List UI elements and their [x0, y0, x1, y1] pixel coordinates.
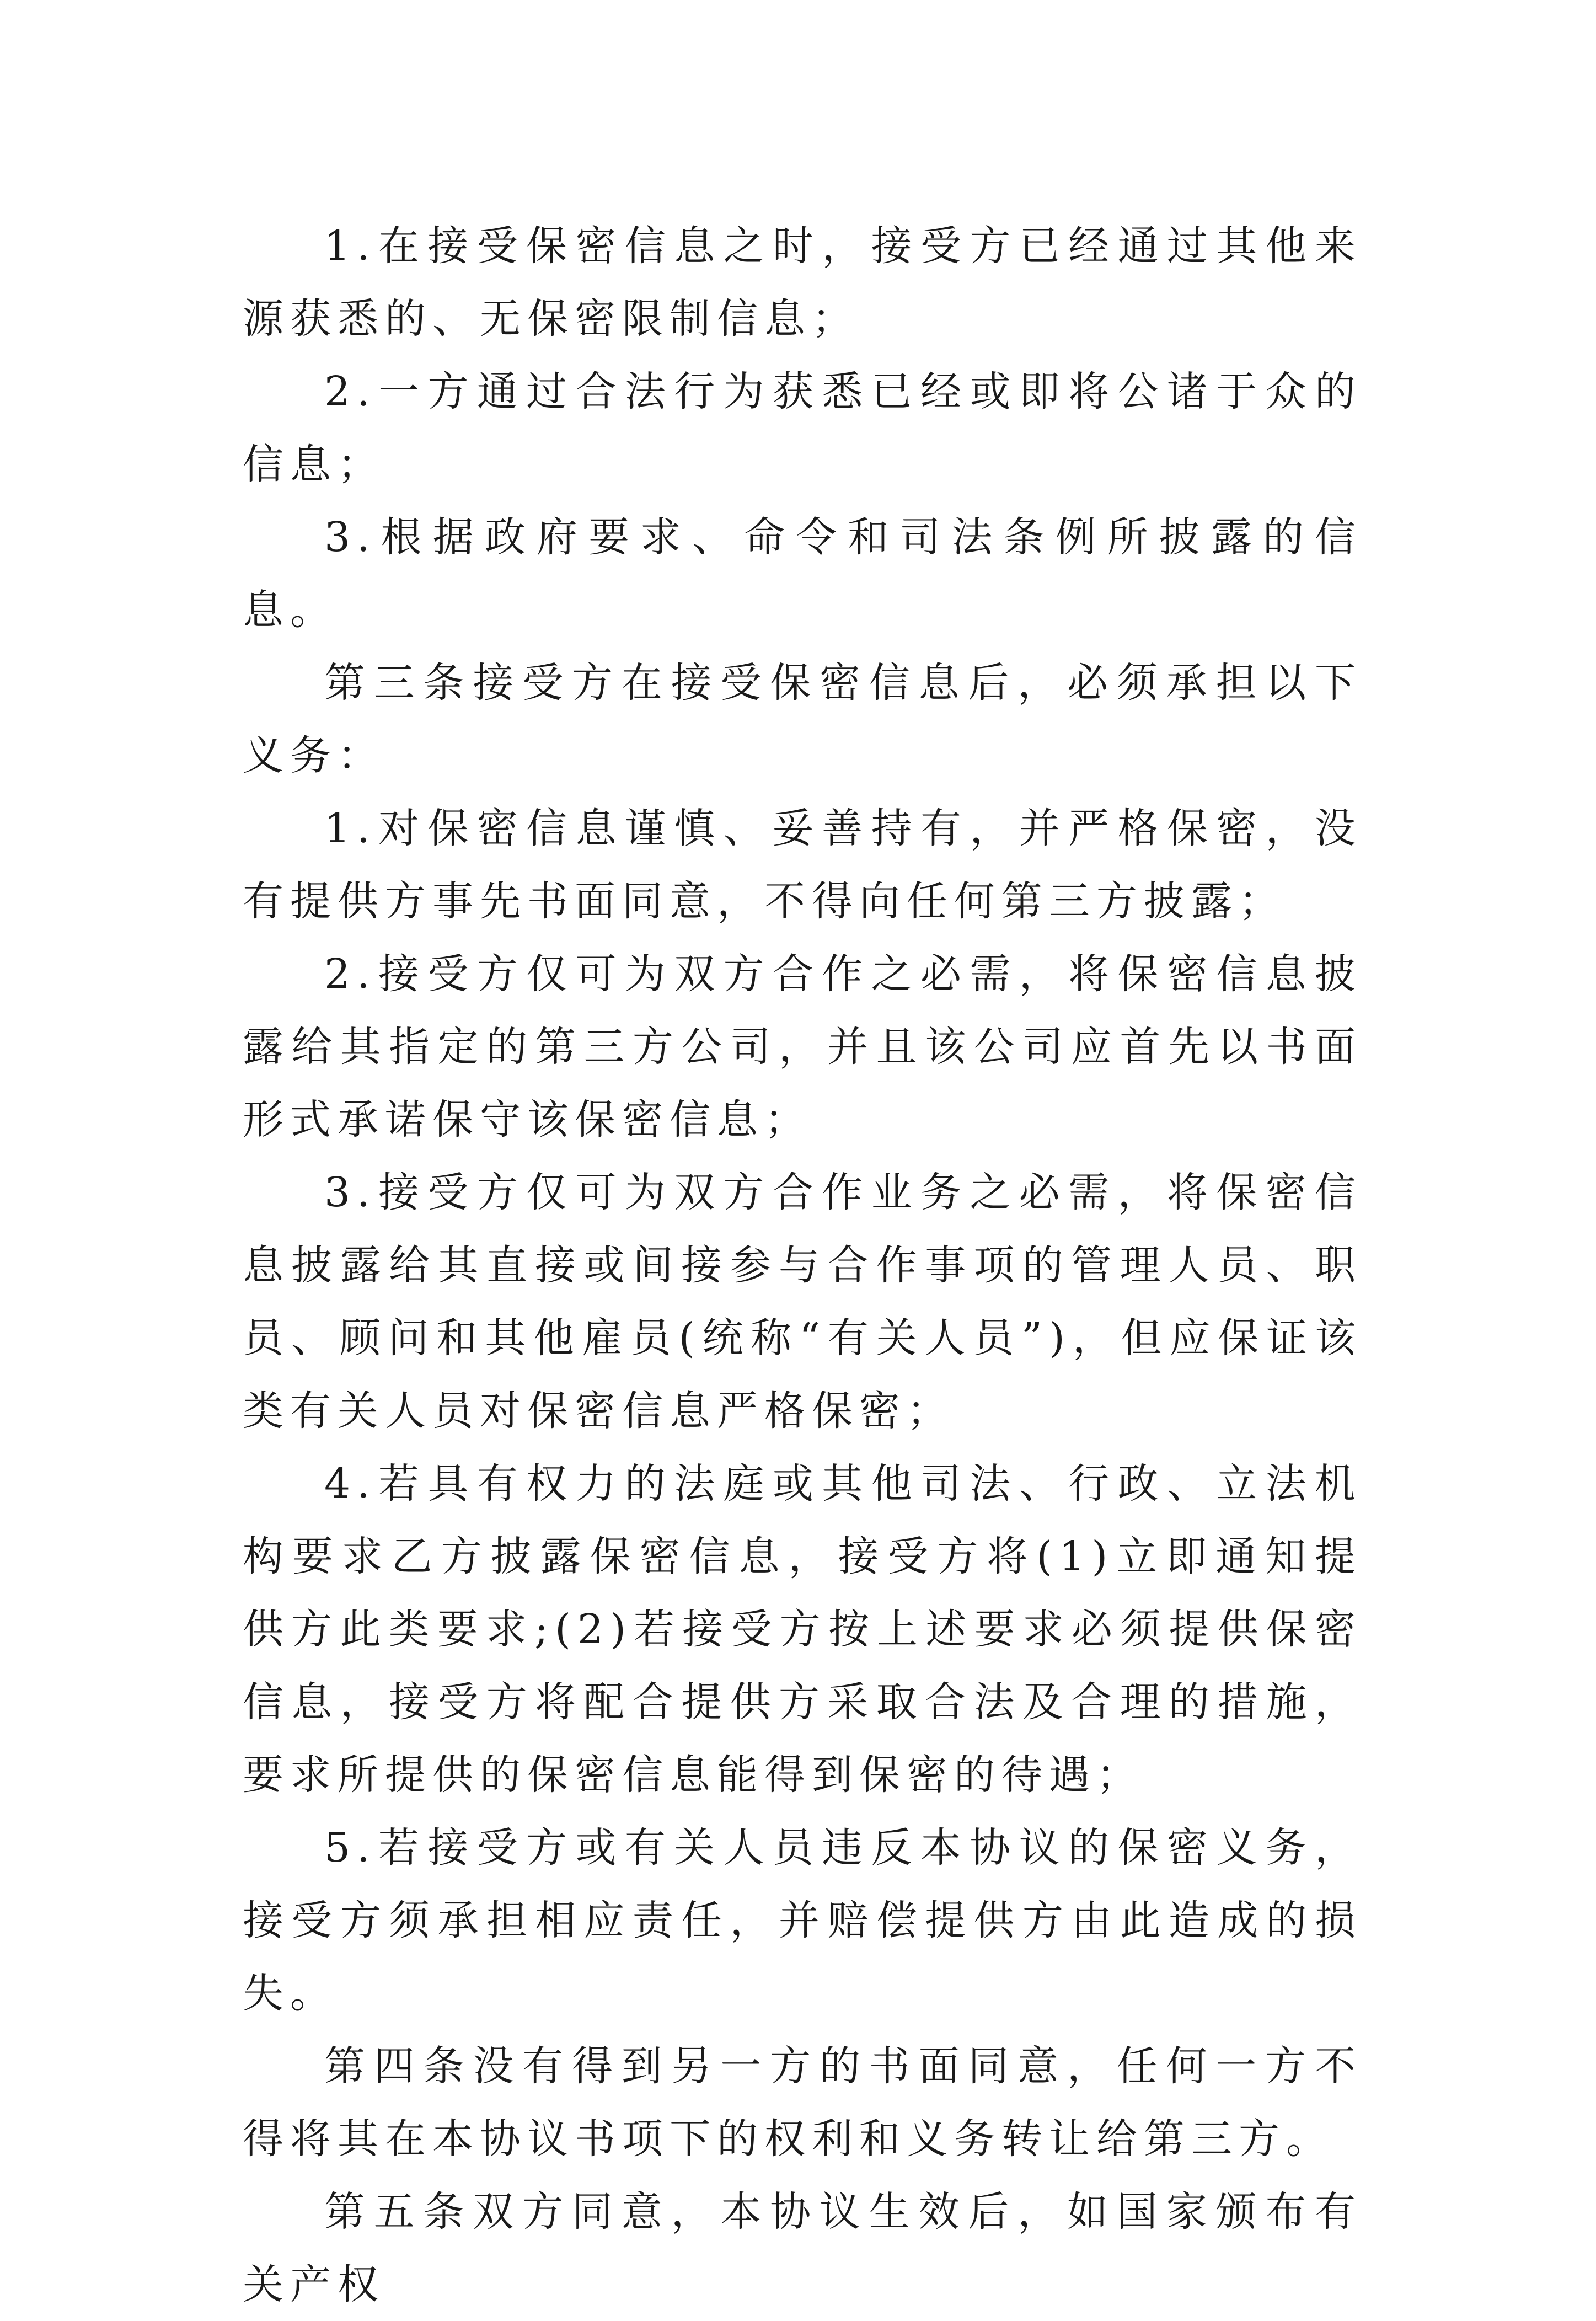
paragraph-obligation-4: 4.若具有权力的法庭或其他司法、行政、立法机构要求乙方披露保密信息，接受方将(1)立即通知提供方此类要求;(2)若接受方按上述要求必须提供保密信息，接受方将配合提供方采取合法及合理的措施，要求所提供的保密信息能得到保密的待遇； [243, 1460, 1362, 1799]
document-body [243, 210, 1362, 2321]
paragraph-clause-item-2: 2.一方通过合法行为获悉已经或即将公诸于众的信息； [243, 368, 1362, 488]
paragraph-obligation-5: 5.若接受方或有关人员违反本协议的保密义务，接受方须承担相应责任，并赔偿提供方由此造成的损失。 [243, 1824, 1362, 2017]
paragraph-obligation-2: 2.接受方仅可为双方合作之必需，将保密信息披露给其指定的第三方公司，并且该公司应首先以书面形式承诺保守该保密信息； [243, 950, 1362, 1143]
paragraph-article-5: 第五条双方同意，本协议生效后，如国家颁布有关产权 [243, 2188, 1362, 2308]
paragraph-clause-item-1: 1.在接受保密信息之时，接受方已经通过其他来源获悉的、无保密限制信息； [243, 222, 1362, 343]
paragraph-article-3: 第三条接受方在接受保密信息后，必须承担以下义务： [243, 659, 1362, 779]
paragraph-clause-item-3: 3.根据政府要求、命令和司法条例所披露的信息。 [243, 514, 1362, 634]
paragraph-obligation-1: 1.对保密信息谨慎、妥善持有，并严格保密，没有提供方事先书面同意，不得向任何第三方披露； [243, 805, 1362, 925]
paragraph-article-4: 第四条没有得到另一方的书面同意，任何一方不得将其在本协议书项下的权利和义务转让给第三方。 [243, 2042, 1362, 2163]
paragraph-obligation-3: 3.接受方仅可为双方合作业务之必需，将保密信息披露给其直接或间接参与合作事项的管理人员、职员、顾问和其他雇员(统称“有关人员”)，但应保证该类有关人员对保密信息严格保密； [243, 1169, 1362, 1435]
